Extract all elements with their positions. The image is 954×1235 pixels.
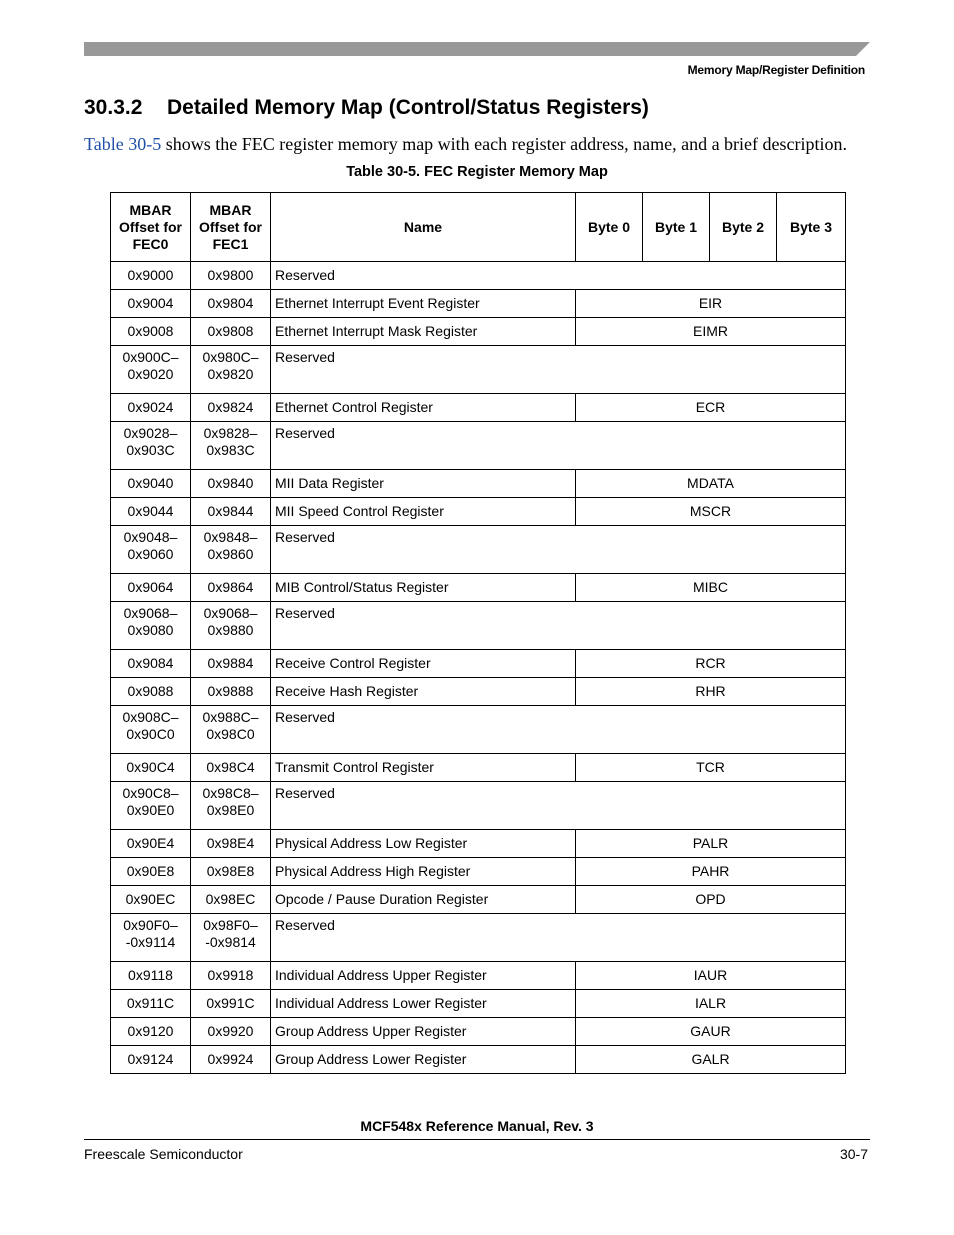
offset-fec1-cell — [191, 830, 271, 858]
header-byte-3: Byte 3 — [777, 193, 846, 262]
table-cross-reference-link[interactable]: Table 30-5 — [84, 134, 162, 154]
offset-line: 0x9068– — [203, 605, 258, 621]
offset-line: 0x9880 — [207, 622, 254, 638]
header-line: MBAR — [129, 201, 172, 218]
offset-fec1-cell — [191, 262, 271, 290]
register-mnemonic-cell: GALR — [576, 1046, 846, 1074]
register-mnemonic-cell: OPD — [576, 886, 846, 914]
offset-line: -0x9114 — [125, 934, 176, 950]
offset-line: 0x9020 — [127, 366, 174, 382]
offset-line: 0x98C4 — [206, 759, 255, 775]
offset-fec0-cell — [111, 886, 191, 914]
offset-fec1-cell — [191, 574, 271, 602]
offset-line: 0x98E8 — [206, 863, 255, 879]
offset-line: 0x9000 — [127, 267, 174, 283]
offset-fec0-cell — [111, 422, 191, 470]
offset-line: 0x9804 — [207, 295, 254, 311]
table-row — [111, 754, 846, 782]
offset-line: 0x9088 — [127, 683, 174, 699]
table-row — [111, 346, 846, 394]
offset-fec0-cell — [111, 782, 191, 830]
offset-line: 0x983C — [206, 442, 255, 458]
offset-fec0-cell — [111, 830, 191, 858]
offset-line: 0x9828– — [203, 425, 258, 441]
table-row — [111, 526, 846, 574]
table-row — [111, 650, 846, 678]
register-name-cell: Receive Hash Register — [271, 678, 576, 706]
table-row — [111, 914, 846, 962]
offset-fec0-cell — [111, 754, 191, 782]
table-row — [111, 782, 846, 830]
offset-fec1-cell — [191, 526, 271, 574]
register-mnemonic-cell: IAUR — [576, 962, 846, 990]
offset-fec1-cell — [191, 290, 271, 318]
header-byte-1: Byte 1 — [643, 193, 710, 262]
header-line: Offset for — [119, 218, 182, 235]
register-mnemonic-cell: RHR — [576, 678, 846, 706]
register-mnemonic-cell: PALR — [576, 830, 846, 858]
offset-line: 0x9800 — [207, 267, 254, 283]
offset-fec1-cell — [191, 498, 271, 526]
header-line: MBAR — [209, 201, 252, 218]
offset-line: 0x9884 — [207, 655, 254, 671]
table-row — [111, 394, 846, 422]
register-name-cell: Reserved — [271, 602, 846, 650]
offset-line: 0x903C — [126, 442, 175, 458]
register-name-cell: Individual Address Upper Register — [271, 962, 576, 990]
register-mnemonic-cell: EIMR — [576, 318, 846, 346]
header-mbar-offset-fec1 — [191, 193, 271, 262]
table-row — [111, 1046, 846, 1074]
offset-fec1-cell — [191, 1046, 271, 1074]
register-name-cell: Ethernet Interrupt Event Register — [271, 290, 576, 318]
header-byte-0: Byte 0 — [576, 193, 643, 262]
offset-fec0-cell — [111, 470, 191, 498]
offset-line: 0x9028– — [123, 425, 178, 441]
offset-fec1-cell — [191, 394, 271, 422]
offset-fec0-cell — [111, 394, 191, 422]
table-row — [111, 498, 846, 526]
offset-line: 0x911C — [126, 995, 175, 1011]
offset-line: 0x90EC — [125, 891, 176, 907]
offset-line: 0x98E4 — [206, 835, 255, 851]
footer-divider — [84, 1139, 870, 1140]
offset-fec0-cell — [111, 526, 191, 574]
offset-line: 0x9084 — [127, 655, 174, 671]
table-row — [111, 830, 846, 858]
register-name-cell: MII Speed Control Register — [271, 498, 576, 526]
offset-fec1-cell — [191, 782, 271, 830]
offset-fec0-cell — [111, 290, 191, 318]
offset-line: 0x90C8– — [122, 785, 179, 801]
offset-line: 0x991C — [206, 995, 255, 1011]
header-line: FEC1 — [212, 235, 249, 252]
offset-line: 0x9864 — [207, 579, 254, 595]
offset-fec0-cell — [111, 678, 191, 706]
footer-page-number: 30-7 — [839, 1146, 868, 1162]
register-mnemonic-cell: ECR — [576, 394, 846, 422]
offset-line: 0x90E8 — [126, 863, 175, 879]
header-line: FEC0 — [132, 235, 169, 252]
table-row — [111, 886, 846, 914]
offset-fec0-cell — [111, 706, 191, 754]
offset-line: 0x9820 — [207, 366, 254, 382]
offset-line: 0x98E0 — [206, 802, 255, 818]
section-title: Detailed Memory Map (Control/Status Registers) — [167, 96, 649, 119]
offset-line: 0x908C– — [122, 709, 179, 725]
offset-line: 0x980C– — [202, 349, 259, 365]
offset-line: 0x9060 — [127, 546, 174, 562]
offset-line: 0x9080 — [127, 622, 174, 638]
offset-line: 0x9004 — [127, 295, 174, 311]
offset-fec0-cell — [111, 990, 191, 1018]
offset-line: 0x9840 — [207, 475, 254, 491]
intro-text: shows the FEC register memory map with each register address, name, and a brief description. — [161, 134, 848, 154]
offset-line: 0x98C8– — [202, 785, 259, 801]
offset-line: 0x9008 — [127, 323, 174, 339]
register-name-cell: MIB Control/Status Register — [271, 574, 576, 602]
register-name-cell: Individual Address Lower Register — [271, 990, 576, 1018]
table-row — [111, 962, 846, 990]
table-header-row — [111, 193, 846, 262]
offset-fec0-cell — [111, 318, 191, 346]
register-name-cell: Ethernet Interrupt Mask Register — [271, 318, 576, 346]
register-name-cell: Reserved — [271, 346, 846, 394]
table-row — [111, 602, 846, 650]
header-line: Offset for — [199, 218, 262, 235]
table-row — [111, 574, 846, 602]
offset-line: 0x9924 — [207, 1051, 254, 1067]
offset-fec1-cell — [191, 886, 271, 914]
offset-fec1-cell — [191, 678, 271, 706]
register-name-cell: MII Data Register — [271, 470, 576, 498]
offset-line: 0x9848– — [203, 529, 258, 545]
register-name-cell: Physical Address High Register — [271, 858, 576, 886]
section-number: 30.3.2 — [84, 96, 143, 119]
offset-fec0-cell — [111, 346, 191, 394]
register-name-cell: Reserved — [271, 914, 846, 962]
table-row — [111, 1018, 846, 1046]
header-byte-2: Byte 2 — [710, 193, 777, 262]
register-memory-map-table — [110, 192, 846, 1074]
header-mbar-offset-fec0 — [111, 193, 191, 262]
register-mnemonic-cell: IALR — [576, 990, 846, 1018]
offset-fec1-cell — [191, 754, 271, 782]
offset-line: 0x98F0– — [203, 917, 258, 933]
table-row — [111, 422, 846, 470]
register-name-cell: Ethernet Control Register — [271, 394, 576, 422]
offset-line: 0x98C0 — [206, 726, 255, 742]
offset-fec1-cell — [191, 962, 271, 990]
register-name-cell: Reserved — [271, 262, 846, 290]
offset-fec1-cell — [191, 346, 271, 394]
register-name-cell: Reserved — [271, 706, 846, 754]
offset-line: 0x9064 — [127, 579, 174, 595]
offset-line: 0x90C4 — [126, 759, 175, 775]
offset-line: 0x9844 — [207, 503, 254, 519]
offset-line: 0x98EC — [205, 891, 256, 907]
table-row — [111, 318, 846, 346]
table-row — [111, 990, 846, 1018]
offset-fec1-cell — [191, 706, 271, 754]
register-name-cell: Group Address Lower Register — [271, 1046, 576, 1074]
footer-company: Freescale Semiconductor — [84, 1146, 243, 1162]
header-bar-graphic — [84, 42, 870, 56]
register-mnemonic-cell: MSCR — [576, 498, 846, 526]
offset-line: 0x9920 — [207, 1023, 254, 1039]
register-name-cell: Group Address Upper Register — [271, 1018, 576, 1046]
offset-fec1-cell — [191, 318, 271, 346]
offset-line: 0x9118 — [128, 967, 173, 983]
register-mnemonic-cell: GAUR — [576, 1018, 846, 1046]
offset-line: 0x9044 — [127, 503, 174, 519]
offset-fec0-cell — [111, 262, 191, 290]
register-name-cell: Reserved — [271, 526, 846, 574]
offset-fec1-cell — [191, 422, 271, 470]
offset-fec1-cell — [191, 650, 271, 678]
offset-fec0-cell — [111, 914, 191, 962]
offset-line: 0x9824 — [207, 399, 254, 415]
table-row — [111, 706, 846, 754]
offset-line: 0x9124 — [127, 1051, 174, 1067]
register-mnemonic-cell: PAHR — [576, 858, 846, 886]
offset-fec0-cell — [111, 962, 191, 990]
register-mnemonic-cell: MDATA — [576, 470, 846, 498]
offset-fec1-cell — [191, 602, 271, 650]
running-head: Memory Map/Register Definition — [687, 63, 865, 77]
offset-line: 0x90E4 — [126, 835, 175, 851]
offset-line: 0x90F0– — [123, 917, 178, 933]
offset-line: 0x9860 — [207, 546, 254, 562]
register-mnemonic-cell: RCR — [576, 650, 846, 678]
offset-line: 0x9888 — [207, 683, 254, 699]
footer-manual-title: MCF548x Reference Manual, Rev. 3 — [360, 1118, 594, 1134]
offset-fec0-cell — [111, 602, 191, 650]
register-mnemonic-cell: TCR — [576, 754, 846, 782]
offset-fec1-cell — [191, 1018, 271, 1046]
register-name-cell: Physical Address Low Register — [271, 830, 576, 858]
table-row — [111, 858, 846, 886]
register-name-cell: Reserved — [271, 782, 846, 830]
offset-line: 0x9120 — [127, 1023, 174, 1039]
register-mnemonic-cell: EIR — [576, 290, 846, 318]
offset-line: 0x9048– — [123, 529, 178, 545]
offset-line: 0x900C– — [122, 349, 179, 365]
offset-line: 0x9068– — [123, 605, 178, 621]
offset-fec0-cell — [111, 1046, 191, 1074]
table-body — [111, 262, 846, 1074]
table-row — [111, 678, 846, 706]
offset-line: 0x9808 — [207, 323, 254, 339]
table-row — [111, 262, 846, 290]
table-row — [111, 290, 846, 318]
section-heading — [84, 96, 649, 120]
offset-fec0-cell — [111, 498, 191, 526]
offset-fec0-cell — [111, 858, 191, 886]
offset-line: 0x9024 — [127, 399, 174, 415]
offset-fec0-cell — [111, 1018, 191, 1046]
offset-fec1-cell — [191, 990, 271, 1018]
register-mnemonic-cell: MIBC — [576, 574, 846, 602]
register-name-cell: Opcode / Pause Duration Register — [271, 886, 576, 914]
offset-line: 0x90C0 — [126, 726, 175, 742]
offset-line: -0x9814 — [205, 934, 256, 950]
header-name: Name — [271, 193, 576, 262]
header-bar — [84, 42, 870, 56]
offset-fec1-cell — [191, 470, 271, 498]
offset-fec0-cell — [111, 574, 191, 602]
offset-fec0-cell — [111, 650, 191, 678]
register-name-cell: Reserved — [271, 422, 846, 470]
offset-fec1-cell — [191, 858, 271, 886]
register-name-cell: Transmit Control Register — [271, 754, 576, 782]
table-row — [111, 470, 846, 498]
offset-line: 0x90E0 — [126, 802, 175, 818]
register-name-cell: Receive Control Register — [271, 650, 576, 678]
offset-line: 0x9918 — [207, 967, 254, 983]
offset-line: 0x9040 — [127, 475, 174, 491]
intro-paragraph — [84, 134, 884, 155]
offset-line: 0x988C– — [202, 709, 259, 725]
offset-fec1-cell — [191, 914, 271, 962]
table-caption: Table 30-5. FEC Register Memory Map — [346, 164, 608, 180]
